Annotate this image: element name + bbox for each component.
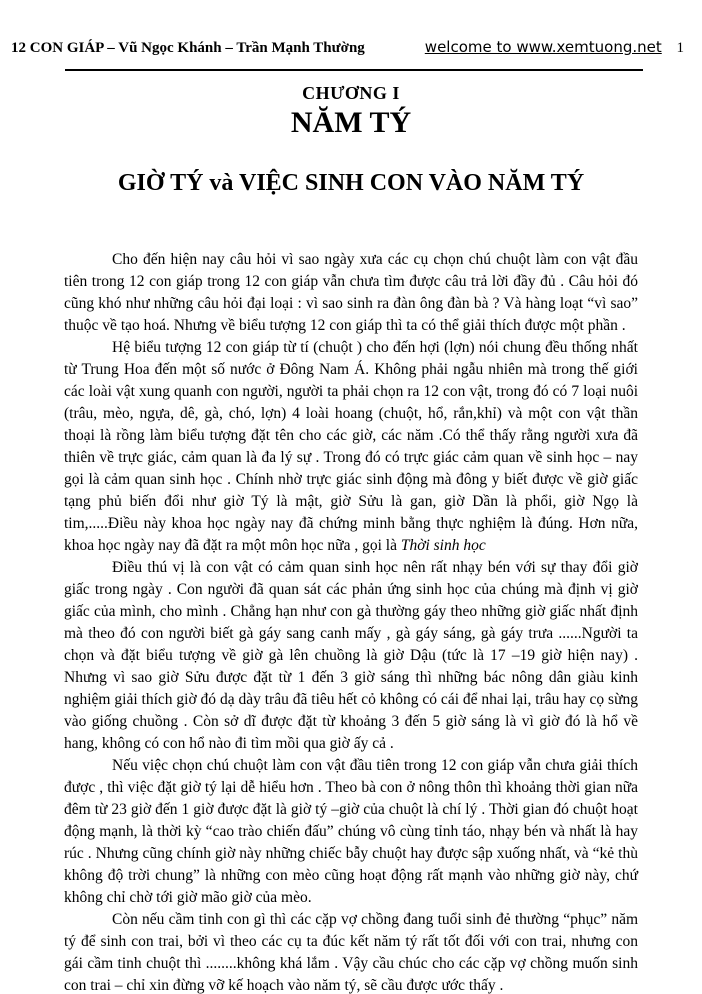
website-link[interactable]: welcome to www.xemtuong.net [424,38,662,56]
chapter-heading: CHƯƠNG I [302,83,400,103]
headings-block [0,83,702,197]
page-header [0,0,702,57]
italic-term: Thời sinh học [400,537,486,554]
book-title: 12 CON GIÁP – Vũ Ngọc Khánh – Trần Mạnh Thường [11,40,365,56]
paragraph: Điều thú vị là con vật có cảm quan sinh học nên rất nhạy bén với sự thay đổi giờ giấc trong ngày . Con người đã quan sát các phản ứng sinh học của chúng mà định vị giờ giấc của mình, cho mình . Chẳng hạn như con gà thường gáy theo những giờ giấc nhất định mà theo đó con người biết gà gáy sang canh mấy , gà gáy sáng, gà gáy trưa ......Người ta chọn và đặt biểu tượng về giờ gà lên chuồng là giờ Dậu (tức là 17 –19 giờ hiện nay) . Nhưng vì sao giờ Sửu được đặt từ 1 đến 3 giờ sáng thì những bác nông dân giàu kinh nghiệm giải thích giờ đó dạ dày trâu đã tiêu hết cỏ không có cái để nhai lại, trâu hay cọ sừng vào giống chuồng . Còn sở dĩ được đặt từ khoảng 3 đến 5 giờ sáng là vì giờ đó là hổ về hang, không có con hổ nào đi tìm mồi qua giờ ấy cả . [64,559,638,752]
page-number: 1 [676,40,684,56]
header-divider [65,69,643,71]
subtitle: GIỜ TÝ và VIỆC SINH CON VÀO NĂM TÝ [117,170,585,196]
paragraph: Nếu việc chọn chú chuột làm con vật đầu tiên trong 12 con giáp vẫn chưa giải thích được , thì việc đặt giờ tý lại dễ hiểu hơn . Theo bà con ở nông thôn thì khoảng thời gian nữa đêm từ 23 giờ đến 1 giờ được đặt là giờ tý –giờ của chuột là chí lý . Thời gian đó chuột hoạt động mạnh, là thời kỳ “cao trào chiến đấu” chúng vô cùng tỉnh táo, nhạy bén và nhất là hay rúc . Nhưng cũng chính giờ này những chiếc bẫy chuột hay được sập xuống nhất, và “kẻ thù không độ trời chung” là những con mèo cũng hoạt động rất mạnh vào những giờ này, chứ không chỉ chờ tới giờ mão giờ của mèo. [64,757,638,906]
body-text [0,249,702,994]
paragraph: Cho đến hiện nay câu hỏi vì sao ngày xưa các cụ chọn chú chuột làm con vật đầu tiên trong 12 con giáp trong 12 con giáp vẫn chưa tìm được câu trả lời đầy đủ . Câu hỏi đó cũng khó như những câu hỏi đại loại : vì sao sinh ra đàn ông đàn bà ? Và hàng loạt “vì sao” thuộc về tạo hoá. Nhưng về biểu tượng 12 con giáp thì ta có thể giải thích được một phần . [64,251,638,334]
paragraph: Hệ biểu tượng 12 con giáp từ tí (chuột ) cho đến hợi (lợn) nói chung đều thống nhất từ Trung Hoa đến một số nước ở Đông Nam Á. Không phải ngẫu nhiên mà trong thế giới các loài vật xung quanh con người, người ta phải chọn ra 12 con vật, trong đó có 7 loại nuôi (trâu, mèo, ngựa, dê, gà, chó, lợn) 4 loài hoang (chuột, hổ, rắn,khỉ) và một con vật thần thoại là rồng làm biểu tượng đặt tên cho các giờ, các năm .Có thể thấy rằng người xưa đã thiên về trực giác, cảm quan là đa lý sự . Trong đó có trực giác cảm quan về sinh học – nay gọi là cảm quan sinh học . Chính nhờ trực giác sinh động mà đông y biết được về giờ giấc tạng phủ biến đổi như giờ Tý là mật, giờ Sửu là gan, giờ Dần là phổi, giờ Ngọ là tim,.....Điều này khoa học ngày nay đã chứng minh bằng thực nghiệm là đúng. Hơn nữa, khoa học ngày nay đã đặt ra một môn học nữa , gọi là Thời sinh học [64,339,638,554]
paragraph: Còn nếu cầm tinh con gì thì các cặp vợ chồng đang tuổi sinh đẻ thường “phục” năm tý để sinh con trai, bởi vì theo các cụ ta đúc kết năm tý rất tốt đối với con trai, nhưng con gái cầm tinh chuột thì ........không khá lắm . Vậy cầu chúc cho các cặp vợ chồng muốn sinh con trai – chỉ xin đừng vỡ kế hoạch vào năm tý, sẽ cầu được ước thấy . [64,911,638,994]
main-title: NĂM TÝ [290,106,412,139]
